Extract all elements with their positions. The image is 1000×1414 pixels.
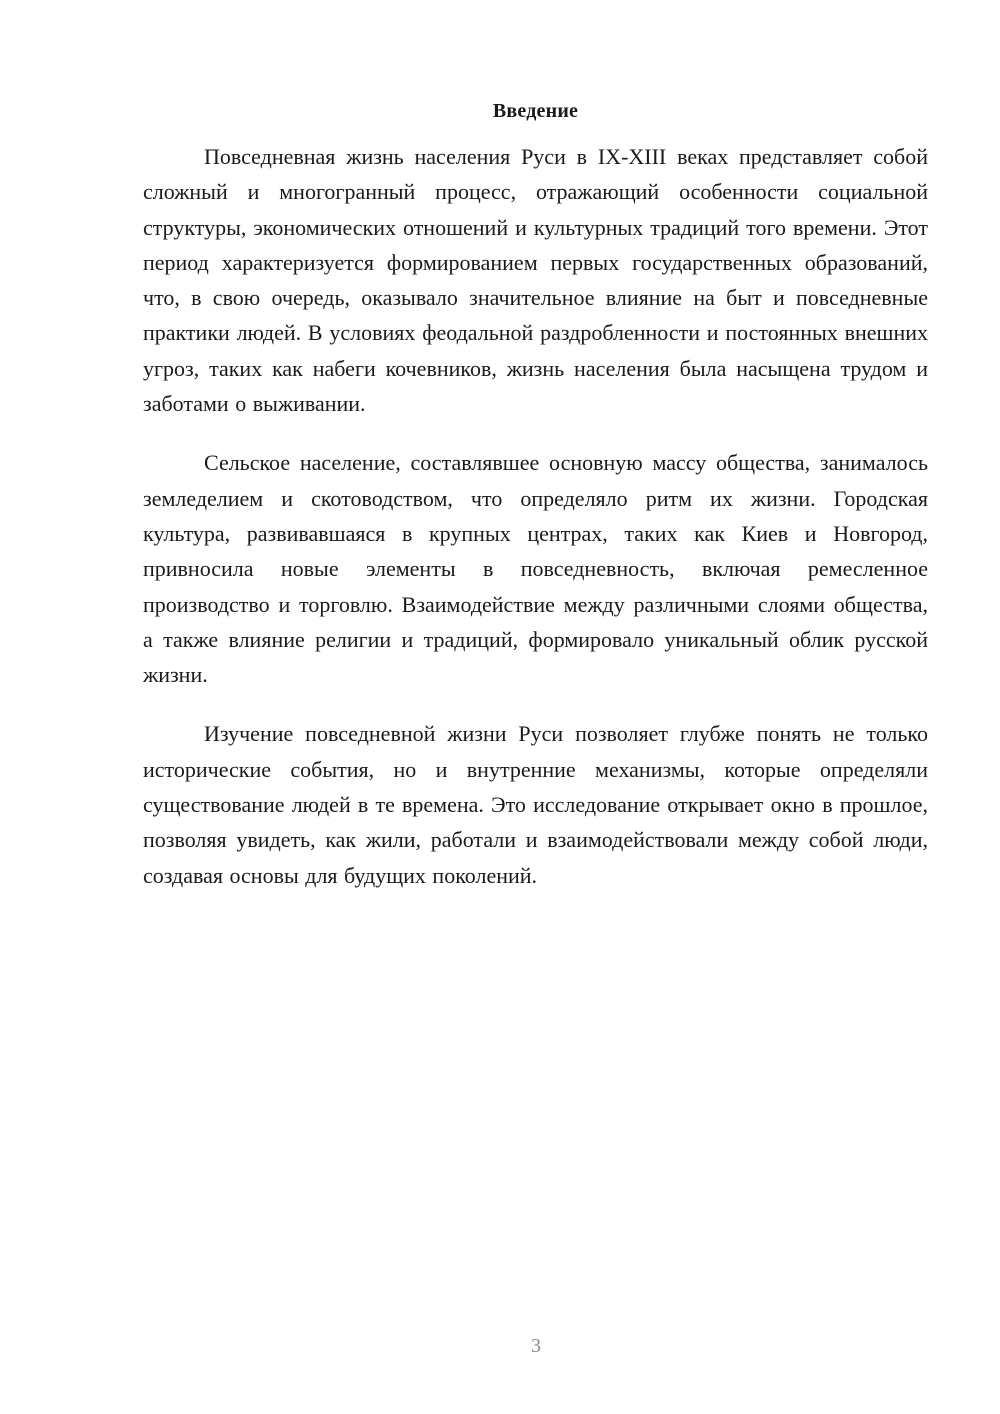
- paragraph-1: Повседневная жизнь населения Руси в IX-XIII веках представляет собой сложный и многогранный процесс, отражающий особенности социальной структуры, экономических отношений и культурных традиций того времени. Этот период характеризуется формированием первых государственных образований, что, в свою очередь, оказывало значительное влияние на быт и повседневные практики людей. В условиях феодальной раздробленности и постоянных внешних угроз, таких как набеги кочевников, жизнь населения была насыщена трудом и заботами о выживании.: [143, 144, 928, 417]
- document-body: [143, 96, 928, 917]
- paragraph-2: Сельское население, составлявшее основную массу общества, занималось земледелием и скотоводством, что определяло ритм их жизни. Городская культура, развивавшаяся в крупных центрах, таких как Киев и Новгород, привносила новые элементы в повседневность, включая ремесленное производство и торговлю. Взаимодействие между различными слоями общества, а также влияние религии и традиций, формировало уникальный облик русской жизни.: [143, 450, 928, 688]
- paragraph-3: Изучение повседневной жизни Руси позволяет глубже понять не только исторические события, но и внутренние механизмы, которые определяли существование людей в те времена. Это исследование открывает окно в прошлое, позволяя увидеть, как жили, работали и взаимодействовали между собой люди, создавая основы для будущих поколений.: [143, 721, 928, 888]
- page-number: 3: [531, 1335, 541, 1357]
- section-title: Введение: [492, 100, 579, 122]
